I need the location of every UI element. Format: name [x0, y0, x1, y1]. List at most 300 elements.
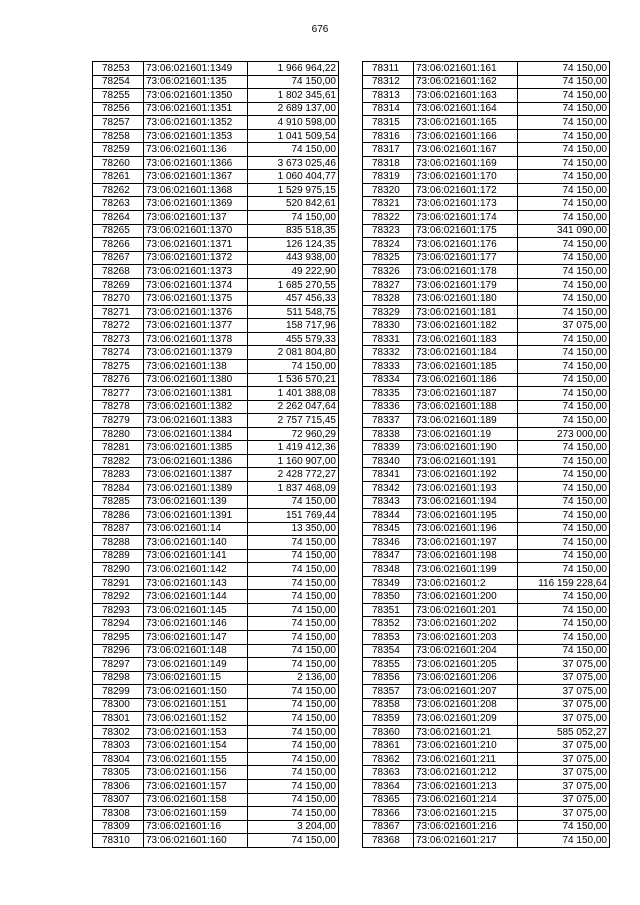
row-number: 78311	[363, 62, 414, 76]
cadastral-value: 74 150,00	[248, 495, 339, 509]
cadastral-number: 73:06:021601:140	[144, 536, 248, 550]
cadastral-number: 73:06:021601:1352	[144, 116, 248, 130]
cadastral-number: 73:06:021601:157	[144, 779, 248, 793]
row-number: 78365	[363, 793, 414, 807]
cadastral-number: 73:06:021601:14	[144, 522, 248, 536]
cadastral-value: 74 150,00	[518, 563, 610, 577]
table-row	[93, 414, 339, 428]
cadastral-value: 74 150,00	[518, 454, 610, 468]
cadastral-value: 273 000,00	[518, 427, 610, 441]
table-row	[363, 156, 610, 170]
cadastral-number: 73:06:021601:1368	[144, 183, 248, 197]
table-row	[363, 630, 610, 644]
cadastral-number: 73:06:021601:2	[414, 576, 518, 590]
row-number: 78366	[363, 807, 414, 821]
cadastral-value: 2 689 137,00	[248, 102, 339, 116]
table-row	[93, 251, 339, 265]
cadastral-value: 511 548,75	[248, 305, 339, 319]
table-row	[363, 509, 610, 523]
cadastral-number: 73:06:021601:1377	[144, 319, 248, 333]
table-row	[93, 576, 339, 590]
cadastral-value: 1 529 975,15	[248, 183, 339, 197]
table-row	[363, 360, 610, 374]
cadastral-number: 73:06:021601:1384	[144, 427, 248, 441]
cadastral-number: 73:06:021601:136	[144, 143, 248, 157]
table-row	[93, 305, 339, 319]
row-number: 78293	[93, 603, 144, 617]
row-number: 78367	[363, 820, 414, 834]
table-row	[363, 536, 610, 550]
table-row	[93, 509, 339, 523]
row-number: 78314	[363, 102, 414, 116]
table-row	[93, 387, 339, 401]
cadastral-value: 74 150,00	[518, 278, 610, 292]
table-row	[363, 62, 610, 76]
cadastral-number: 73:06:021601:143	[144, 576, 248, 590]
cadastral-number: 73:06:021601:186	[414, 373, 518, 387]
row-number: 78274	[93, 346, 144, 360]
cadastral-number: 73:06:021601:155	[144, 752, 248, 766]
cadastral-value: 74 150,00	[248, 752, 339, 766]
cadastral-value: 2 081 804,80	[248, 346, 339, 360]
cadastral-number: 73:06:021601:179	[414, 278, 518, 292]
row-number: 78269	[93, 278, 144, 292]
cadastral-value: 443 938,00	[248, 251, 339, 265]
cadastral-value: 74 150,00	[518, 820, 610, 834]
cadastral-value: 151 769,44	[248, 509, 339, 523]
row-number: 78278	[93, 400, 144, 414]
table-row	[93, 712, 339, 726]
cadastral-number: 73:06:021601:142	[144, 563, 248, 577]
table-row	[363, 305, 610, 319]
cadastral-number: 73:06:021601:1353	[144, 129, 248, 143]
row-number: 78302	[93, 725, 144, 739]
row-number: 78319	[363, 170, 414, 184]
cadastral-number: 73:06:021601:167	[414, 143, 518, 157]
cadastral-value: 126 124,35	[248, 238, 339, 252]
cadastral-value: 37 075,00	[518, 671, 610, 685]
row-number: 78255	[93, 89, 144, 103]
row-number: 78348	[363, 563, 414, 577]
table-row	[93, 522, 339, 536]
cadastral-value: 74 150,00	[518, 102, 610, 116]
table-row	[363, 292, 610, 306]
table-body-right	[363, 62, 610, 848]
cadastral-number: 73:06:021601:188	[414, 400, 518, 414]
cadastral-value: 74 150,00	[248, 211, 339, 225]
table-row	[363, 779, 610, 793]
table-row	[363, 576, 610, 590]
row-number: 78299	[93, 685, 144, 699]
row-number: 78349	[363, 576, 414, 590]
cadastral-table-left	[92, 61, 339, 848]
cadastral-value: 74 150,00	[518, 170, 610, 184]
cadastral-value: 74 150,00	[518, 251, 610, 265]
cadastral-value: 1 419 412,36	[248, 441, 339, 455]
row-number: 78280	[93, 427, 144, 441]
table-row	[363, 725, 610, 739]
cadastral-value: 74 150,00	[518, 75, 610, 89]
cadastral-number: 73:06:021601:1351	[144, 102, 248, 116]
row-number: 78322	[363, 211, 414, 225]
cadastral-number: 73:06:021601:1389	[144, 481, 248, 495]
table-row	[363, 387, 610, 401]
cadastral-value: 74 150,00	[248, 766, 339, 780]
cadastral-number: 73:06:021601:149	[144, 658, 248, 672]
table-row	[93, 129, 339, 143]
cadastral-number: 73:06:021601:147	[144, 630, 248, 644]
row-number: 78323	[363, 224, 414, 238]
table-row	[93, 630, 339, 644]
row-number: 78346	[363, 536, 414, 550]
cadastral-value: 74 150,00	[518, 522, 610, 536]
cadastral-number: 73:06:021601:161	[414, 62, 518, 76]
row-number: 78264	[93, 211, 144, 225]
cadastral-number: 73:06:021601:139	[144, 495, 248, 509]
table-row	[93, 278, 339, 292]
cadastral-value: 1 837 468,09	[248, 481, 339, 495]
table-row	[93, 671, 339, 685]
cadastral-value: 74 150,00	[248, 793, 339, 807]
row-number: 78368	[363, 834, 414, 848]
table-row	[363, 739, 610, 753]
cadastral-value: 2 757 715,45	[248, 414, 339, 428]
row-number: 78294	[93, 617, 144, 631]
row-number: 78276	[93, 373, 144, 387]
row-number: 78351	[363, 603, 414, 617]
row-number: 78341	[363, 468, 414, 482]
table-row	[363, 373, 610, 387]
cadastral-number: 73:06:021601:212	[414, 766, 518, 780]
cadastral-number: 73:06:021601:213	[414, 779, 518, 793]
row-number: 78306	[93, 779, 144, 793]
cadastral-value: 74 150,00	[248, 779, 339, 793]
row-number: 78265	[93, 224, 144, 238]
cadastral-number: 73:06:021601:135	[144, 75, 248, 89]
cadastral-number: 73:06:021601:189	[414, 414, 518, 428]
cadastral-value: 72 960,29	[248, 427, 339, 441]
table-row	[363, 603, 610, 617]
row-number: 78362	[363, 752, 414, 766]
row-number: 78355	[363, 658, 414, 672]
row-number: 78301	[93, 712, 144, 726]
row-number: 78286	[93, 509, 144, 523]
cadastral-number: 73:06:021601:1369	[144, 197, 248, 211]
row-number: 78260	[93, 156, 144, 170]
cadastral-number: 73:06:021601:1375	[144, 292, 248, 306]
cadastral-value: 457 456,33	[248, 292, 339, 306]
row-number: 78358	[363, 698, 414, 712]
table-row	[363, 793, 610, 807]
cadastral-number: 73:06:021601:1391	[144, 509, 248, 523]
cadastral-number: 73:06:021601:1382	[144, 400, 248, 414]
cadastral-value: 74 150,00	[518, 373, 610, 387]
cadastral-value: 455 579,33	[248, 332, 339, 346]
cadastral-value: 74 150,00	[518, 603, 610, 617]
cadastral-value: 74 150,00	[518, 89, 610, 103]
cadastral-number: 73:06:021601:1381	[144, 387, 248, 401]
cadastral-number: 73:06:021601:181	[414, 305, 518, 319]
row-number: 78304	[93, 752, 144, 766]
table-row	[93, 536, 339, 550]
row-number: 78338	[363, 427, 414, 441]
cadastral-number: 73:06:021601:1380	[144, 373, 248, 387]
row-number: 78259	[93, 143, 144, 157]
cadastral-number: 73:06:021601:173	[414, 197, 518, 211]
table-row	[93, 197, 339, 211]
row-number: 78281	[93, 441, 144, 455]
row-number: 78297	[93, 658, 144, 672]
cadastral-value: 3 673 025,46	[248, 156, 339, 170]
cadastral-value: 158 717,96	[248, 319, 339, 333]
table-row	[93, 427, 339, 441]
table-row	[363, 834, 610, 848]
table-row	[363, 400, 610, 414]
cadastral-number: 73:06:021601:210	[414, 739, 518, 753]
cadastral-number: 73:06:021601:1386	[144, 454, 248, 468]
page-number: 676	[311, 24, 329, 35]
table-row	[93, 183, 339, 197]
cadastral-value: 74 150,00	[248, 617, 339, 631]
table-row	[93, 265, 339, 279]
cadastral-number: 73:06:021601:1376	[144, 305, 248, 319]
row-number: 78359	[363, 712, 414, 726]
table-row	[93, 62, 339, 76]
cadastral-value: 74 150,00	[248, 644, 339, 658]
row-number: 78283	[93, 468, 144, 482]
row-number: 78279	[93, 414, 144, 428]
row-number: 78330	[363, 319, 414, 333]
cadastral-value: 74 150,00	[518, 197, 610, 211]
row-number: 78273	[93, 332, 144, 346]
cadastral-number: 73:06:021601:177	[414, 251, 518, 265]
row-number: 78282	[93, 454, 144, 468]
row-number: 78262	[93, 183, 144, 197]
cadastral-value: 74 150,00	[518, 332, 610, 346]
cadastral-number: 73:06:021601:1387	[144, 468, 248, 482]
row-number: 78321	[363, 197, 414, 211]
row-number: 78300	[93, 698, 144, 712]
cadastral-value: 74 150,00	[518, 62, 610, 76]
cadastral-number: 73:06:021601:209	[414, 712, 518, 726]
row-number: 78267	[93, 251, 144, 265]
row-number: 78339	[363, 441, 414, 455]
cadastral-number: 73:06:021601:197	[414, 536, 518, 550]
cadastral-number: 73:06:021601:1385	[144, 441, 248, 455]
cadastral-number: 73:06:021601:144	[144, 590, 248, 604]
cadastral-number: 73:06:021601:190	[414, 441, 518, 455]
row-number: 78263	[93, 197, 144, 211]
cadastral-number: 73:06:021601:1383	[144, 414, 248, 428]
table-row	[93, 617, 339, 631]
table-row	[363, 617, 610, 631]
cadastral-number: 73:06:021601:191	[414, 454, 518, 468]
row-number: 78354	[363, 644, 414, 658]
cadastral-number: 73:06:021601:1378	[144, 332, 248, 346]
table-row	[363, 238, 610, 252]
row-number: 78345	[363, 522, 414, 536]
cadastral-value: 74 150,00	[518, 644, 610, 658]
row-number: 78268	[93, 265, 144, 279]
cadastral-number: 73:06:021601:202	[414, 617, 518, 631]
table-row	[363, 590, 610, 604]
cadastral-number: 73:06:021601:206	[414, 671, 518, 685]
cadastral-value: 1 160 907,00	[248, 454, 339, 468]
row-number: 78290	[93, 563, 144, 577]
cadastral-value: 74 150,00	[248, 360, 339, 374]
cadastral-number: 73:06:021601:148	[144, 644, 248, 658]
cadastral-value: 2 136,00	[248, 671, 339, 685]
table-row	[93, 766, 339, 780]
table-row	[93, 170, 339, 184]
row-number: 78270	[93, 292, 144, 306]
row-number: 78331	[363, 332, 414, 346]
cadastral-value: 37 075,00	[518, 685, 610, 699]
row-number: 78296	[93, 644, 144, 658]
cadastral-value: 74 150,00	[518, 156, 610, 170]
cadastral-value: 74 150,00	[248, 590, 339, 604]
cadastral-number: 73:06:021601:187	[414, 387, 518, 401]
table-row	[93, 75, 339, 89]
table-row	[363, 414, 610, 428]
cadastral-value: 37 075,00	[518, 319, 610, 333]
table-row	[363, 319, 610, 333]
cadastral-number: 73:06:021601:214	[414, 793, 518, 807]
cadastral-number: 73:06:021601:158	[144, 793, 248, 807]
cadastral-value: 1 802 345,61	[248, 89, 339, 103]
cadastral-value: 1 060 404,77	[248, 170, 339, 184]
row-number: 78307	[93, 793, 144, 807]
cadastral-number: 73:06:021601:1371	[144, 238, 248, 252]
table-row	[363, 563, 610, 577]
row-number: 78318	[363, 156, 414, 170]
row-number: 78361	[363, 739, 414, 753]
row-number: 78309	[93, 820, 144, 834]
cadastral-value: 37 075,00	[518, 712, 610, 726]
cadastral-value: 3 204,00	[248, 820, 339, 834]
cadastral-number: 73:06:021601:201	[414, 603, 518, 617]
cadastral-value: 37 075,00	[518, 793, 610, 807]
table-row	[93, 468, 339, 482]
cadastral-value: 74 150,00	[248, 143, 339, 157]
table-row	[93, 319, 339, 333]
cadastral-value: 37 075,00	[518, 779, 610, 793]
cadastral-value: 1 685 270,55	[248, 278, 339, 292]
cadastral-value: 74 150,00	[248, 725, 339, 739]
cadastral-number: 73:06:021601:203	[414, 630, 518, 644]
cadastral-value: 74 150,00	[248, 658, 339, 672]
row-number: 78275	[93, 360, 144, 374]
table-row	[93, 116, 339, 130]
row-number: 78325	[363, 251, 414, 265]
row-number: 78317	[363, 143, 414, 157]
table-row	[93, 400, 339, 414]
cadastral-value: 74 150,00	[518, 305, 610, 319]
cadastral-number: 73:06:021601:21	[414, 725, 518, 739]
cadastral-value: 74 150,00	[248, 712, 339, 726]
table-row	[93, 658, 339, 672]
cadastral-value: 74 150,00	[518, 536, 610, 550]
table-row	[363, 346, 610, 360]
table-row	[363, 265, 610, 279]
row-number: 78343	[363, 495, 414, 509]
cadastral-value: 49 222,90	[248, 265, 339, 279]
table-row	[93, 346, 339, 360]
row-number: 78352	[363, 617, 414, 631]
cadastral-value: 37 075,00	[518, 658, 610, 672]
table-row	[93, 373, 339, 387]
cadastral-number: 73:06:021601:178	[414, 265, 518, 279]
table-row	[363, 441, 610, 455]
cadastral-number: 73:06:021601:1372	[144, 251, 248, 265]
table-row	[93, 481, 339, 495]
row-number: 78356	[363, 671, 414, 685]
row-number: 78320	[363, 183, 414, 197]
cadastral-table-right	[362, 61, 610, 848]
cadastral-number: 73:06:021601:183	[414, 332, 518, 346]
table-row	[93, 495, 339, 509]
row-number: 78334	[363, 373, 414, 387]
table-row	[363, 224, 610, 238]
row-number: 78254	[93, 75, 144, 89]
row-number: 78257	[93, 116, 144, 130]
cadastral-number: 73:06:021601:150	[144, 685, 248, 699]
cadastral-number: 73:06:021601:174	[414, 211, 518, 225]
row-number: 78310	[93, 834, 144, 848]
row-number: 78332	[363, 346, 414, 360]
table-row	[363, 89, 610, 103]
cadastral-number: 73:06:021601:151	[144, 698, 248, 712]
row-number: 78350	[363, 590, 414, 604]
cadastral-number: 73:06:021601:195	[414, 509, 518, 523]
cadastral-value: 74 150,00	[248, 685, 339, 699]
cadastral-number: 73:06:021601:159	[144, 807, 248, 821]
table-row	[363, 698, 610, 712]
cadastral-value: 74 150,00	[518, 360, 610, 374]
cadastral-value: 74 150,00	[518, 265, 610, 279]
cadastral-number: 73:06:021601:166	[414, 129, 518, 143]
cadastral-number: 73:06:021601:172	[414, 183, 518, 197]
row-number: 78333	[363, 360, 414, 374]
table-row	[93, 454, 339, 468]
cadastral-value: 74 150,00	[518, 495, 610, 509]
row-number: 78347	[363, 549, 414, 563]
cadastral-value: 74 150,00	[518, 441, 610, 455]
table-row	[363, 129, 610, 143]
cadastral-number: 73:06:021601:207	[414, 685, 518, 699]
table-row	[93, 603, 339, 617]
table-row	[363, 251, 610, 265]
cadastral-number: 73:06:021601:137	[144, 211, 248, 225]
table-row	[363, 658, 610, 672]
row-number: 78291	[93, 576, 144, 590]
cadastral-number: 73:06:021601:156	[144, 766, 248, 780]
cadastral-value: 835 518,35	[248, 224, 339, 238]
cadastral-value: 74 150,00	[248, 603, 339, 617]
row-number: 78288	[93, 536, 144, 550]
table-row	[93, 238, 339, 252]
row-number: 78308	[93, 807, 144, 821]
table-row	[363, 481, 610, 495]
cadastral-number: 73:06:021601:16	[144, 820, 248, 834]
table-row	[93, 563, 339, 577]
cadastral-value: 116 159 228,64	[518, 576, 610, 590]
row-number: 78342	[363, 481, 414, 495]
row-number: 78315	[363, 116, 414, 130]
cadastral-number: 73:06:021601:176	[414, 238, 518, 252]
cadastral-value: 74 150,00	[518, 468, 610, 482]
table-row	[363, 454, 610, 468]
